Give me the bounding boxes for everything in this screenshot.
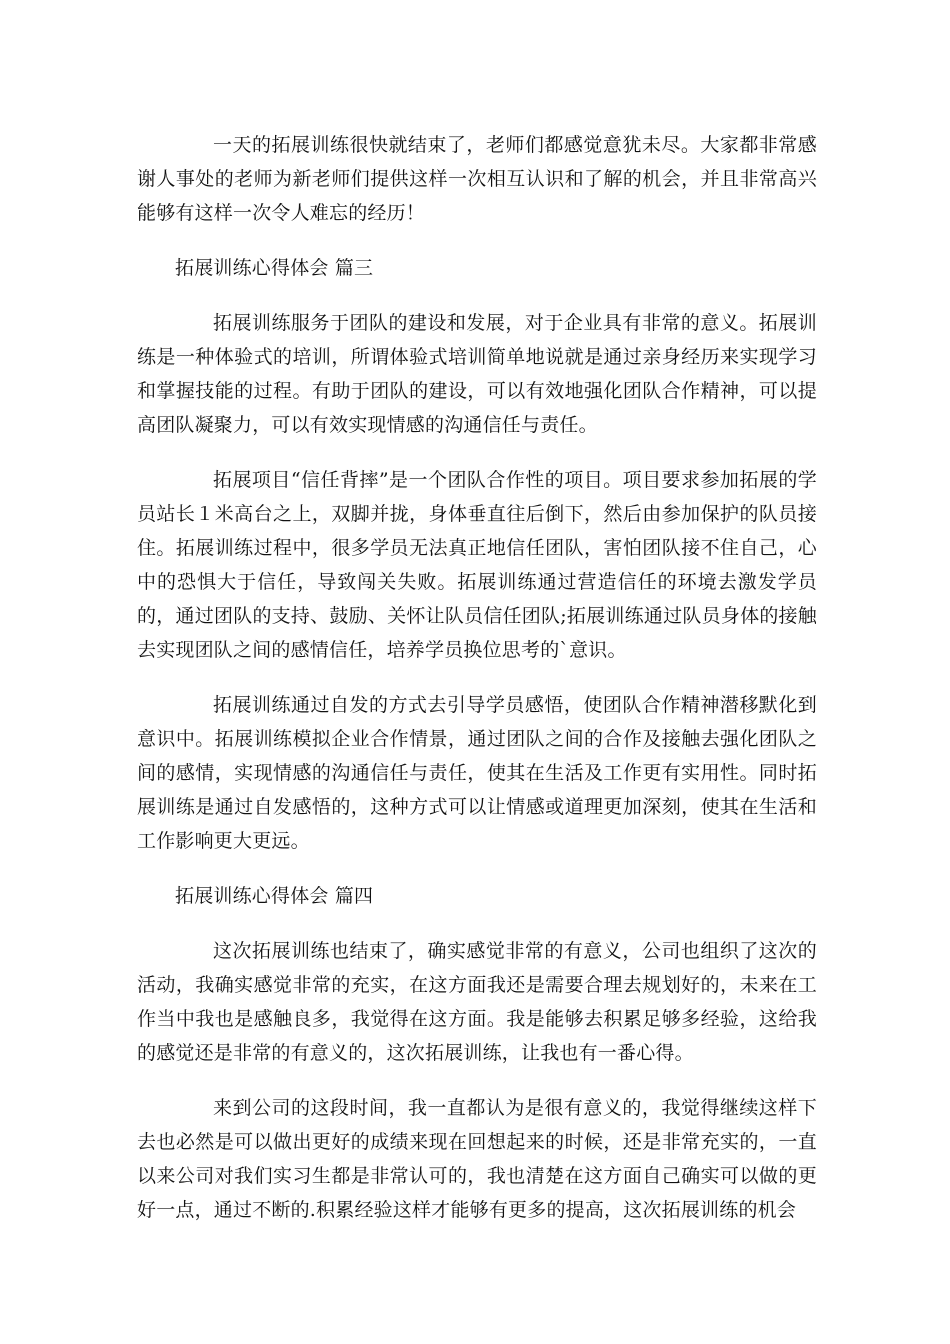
paragraph-self-insight: 拓展训练通过自发的方式去引导学员感悟，使团队合作精神潜移默化到意识中。拓展训练模拟企业合作情景，通过团队之间的合作及接触去强化团队之间的感情，实现情感的沟通信任与责任，使其在生活及工作更有实用性。同时拓展训练是通过自发感悟的，这种方式可以让情感或道理更加深刻，使其在生活和工作影响更大更远。 — [137, 694, 817, 852]
paragraph-training-meaning: 这次拓展训练也结束了，确实感觉非常的有意义，公司也组织了这次的活动，我确实感觉非常的充实，在这方面我还是需要合理去规划好的，未来在工作当中我也是感触良多，我觉得在这方面。我是能够去积累足够多经验，这给我的感觉还是非常的有意义的，这次拓展训练，让我也有一番心得。 — [137, 940, 817, 1064]
paragraph-company-time: 来到公司的这段时间，我一直都认为是很有意义的，我觉得继续这样下去也必然是可以做出更好的成绩来现在回想起来的时候，还是非常充实的，一直以来公司对我们实习生都是非常认可的，我也清楚在这方面自己确实可以做的更好一点，通过不断的.积累经验这样才能够有更多的提高，这次拓展训练的机会 — [137, 1097, 817, 1221]
section-heading-part-three: 拓展训练心得体会 篇三 — [175, 257, 374, 279]
paragraph-closing-part-two: 一天的拓展训练很快就结束了，老师们都感觉意犹未尽。大家都非常感谢人事处的老师为新老师们提供这样一次相互认识和了解的机会，并且非常高兴能够有这样一次令人难忘的经历！ — [137, 134, 817, 224]
section-heading-part-four: 拓展训练心得体会 篇四 — [175, 885, 374, 907]
paragraph-training-purpose: 拓展训练服务于团队的建设和发展，对于企业具有非常的意义。拓展训练是一种体验式的培训，所谓体验式培训简单地说就是通过亲身经历来实现学习和掌握技能的过程。有助于团队的建设，可以有效地强化团队合作精神，可以提高团队凝聚力，可以有效实现情感的沟通信任与责任。 — [137, 312, 817, 436]
document-body — [137, 128, 817, 1248]
paragraph-trust-fall: 拓展项目“信任背摔”是一个团队合作性的项目。项目要求参加拓展的学员站长１米高台之上，双脚并拢，身体垂直往后倒下，然后由参加保护的队员接住。拓展训练过程中，很多学员无法真正地信任团队，害怕团队接不住自己，心中的恐惧大于信任，导致闯关失败。拓展训练通过营造信任的环境去激发学员的，通过团队的支持、鼓励、关怀让队员信任团队;拓展训练通过队员身体的接触去实现团队之间的感情信任，培养学员换位思考的`意识。 — [137, 469, 817, 661]
